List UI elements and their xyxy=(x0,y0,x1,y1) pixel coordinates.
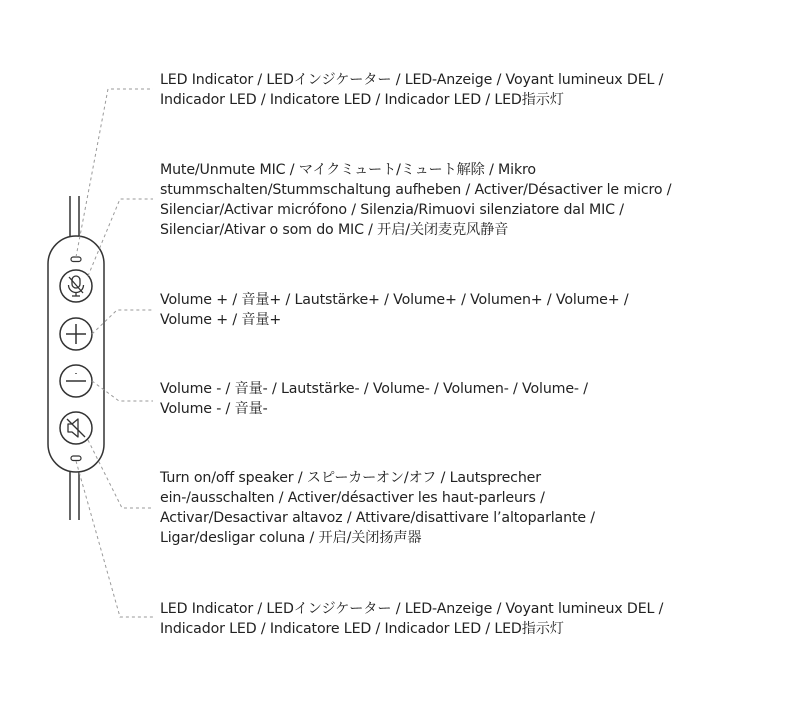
label-speaker-toggle xyxy=(160,468,595,548)
cable-top xyxy=(70,196,79,237)
led-indicator-bottom xyxy=(71,456,81,461)
label-line: Volume + / 音量+ xyxy=(160,312,282,328)
label-line: Mute/Unmute MIC / マイクミュート/ミュート解除 / Mikro xyxy=(160,162,536,178)
label-line: Ligar/desligar coluna / 开启/关闭扬声器 xyxy=(160,530,422,546)
label-volume-down xyxy=(160,379,588,419)
label-line: stummschalten/Stummschaltung aufheben / Activer/Désactiver le micro / xyxy=(160,182,672,198)
volume-down-button[interactable] xyxy=(60,365,92,397)
mute-mic-button[interactable] xyxy=(60,270,92,302)
label-line: ein-/ausschalten / Activer/désactiver les haut-parleurs / xyxy=(160,490,545,506)
label-mute-mic xyxy=(160,160,671,240)
label-line: Turn on/off speaker / スピーカーオン/オフ / Lautsprecher xyxy=(160,470,541,486)
label-led-indicator-bottom xyxy=(160,599,663,639)
volume-up-button[interactable] xyxy=(60,318,92,350)
label-led-indicator-top xyxy=(160,70,663,110)
label-line: Volume - / 音量- / Lautstärke- / Volume- / Volumen- / Volume- / xyxy=(160,381,588,397)
label-line: Silenciar/Ativar o som do MIC / 开启/关闭麦克风静音 xyxy=(160,222,509,238)
label-line: Volume + / 音量+ / Lautstärke+ / Volume+ / Volumen+ / Volume+ / xyxy=(160,292,629,308)
leader-led-top xyxy=(76,89,153,257)
led-indicator-top xyxy=(71,257,81,262)
label-line: Silenciar/Activar micrófono / Silenzia/Rimuovi silenziatore dal MIC / xyxy=(160,202,624,218)
label-line: Indicador LED / Indicatore LED / Indicador LED / LED指示灯 xyxy=(160,621,564,637)
speaker-toggle-button[interactable] xyxy=(60,412,92,444)
label-line: Activar/Desactivar altavoz / Attivare/disattivare l’altoparlante / xyxy=(160,510,595,526)
cable-bottom xyxy=(70,471,79,520)
leader-led-bottom xyxy=(76,461,153,617)
label-line: Indicador LED / Indicatore LED / Indicador LED / LED指示灯 xyxy=(160,92,564,108)
label-volume-up xyxy=(160,290,628,330)
label-line: LED Indicator / LEDインジケーター / LED-Anzeige / Voyant lumineux DEL / xyxy=(160,601,664,617)
label-line: Volume - / 音量- xyxy=(160,401,268,417)
label-line: LED Indicator / LEDインジケーター / LED-Anzeige / Voyant lumineux DEL / xyxy=(160,72,664,88)
